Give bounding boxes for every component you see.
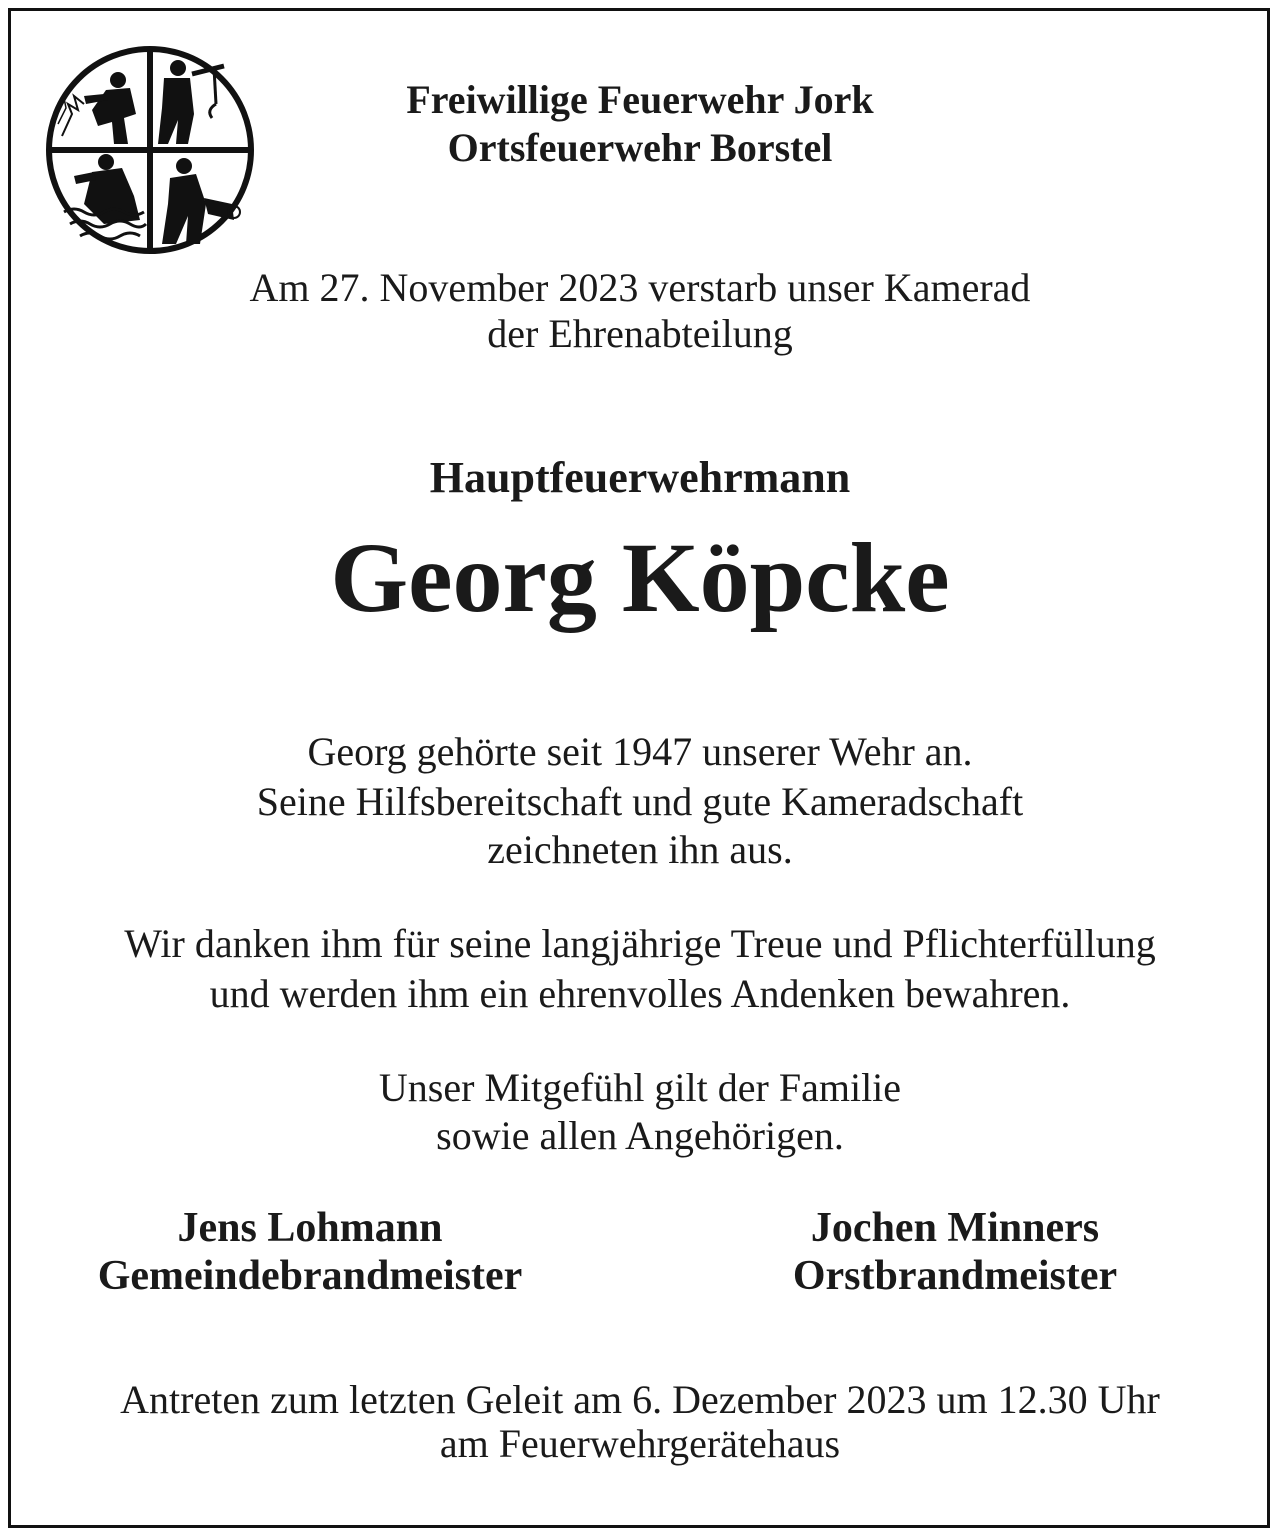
intro-line: Am 27. November 2023 verstarb unser Kamerad — [249, 265, 1031, 310]
funeral-info: Antreten zum letzten Geleit am 6. Dezember 2023 um 12.30 Uhr — [120, 1377, 1160, 1422]
signatory-name: Jochen Minners — [810, 1205, 1100, 1251]
body-line: zeichneten ihn aus. — [487, 827, 793, 872]
signatory-name: Jens Lohmann — [177, 1205, 443, 1251]
body-line: und werden ihm ein ehrenvolles Andenken bewahren. — [209, 971, 1071, 1016]
body-line: sowie allen Angehörigen. — [436, 1113, 844, 1158]
funeral-location: am Feuerwehrgerätehaus — [439, 1421, 841, 1466]
body-line: Unser Mitgefühl gilt der Familie — [378, 1065, 902, 1110]
body-line: Georg gehörte seit 1947 unserer Wehr an. — [307, 729, 973, 774]
body-line: Seine Hilfsbereitschaft und gute Kameradschaft — [256, 779, 1024, 824]
deceased-rank: Hauptfeuerwehrmann — [429, 453, 851, 502]
signatory-title: Gemeindebrandmeister — [97, 1253, 523, 1299]
signature-block-right — [700, 1204, 1210, 1304]
body-line: Wir danken ihm für seine langjährige Treue und Pflichterfüllung — [124, 921, 1156, 966]
organization-subunit: Ortsfeuerwehr Borstel — [447, 125, 833, 170]
organization-name: Freiwillige Feuerwehr Jork — [406, 77, 874, 122]
intro-line: der Ehrenabteilung — [487, 311, 793, 356]
deceased-name: Georg Köpcke — [330, 522, 950, 633]
signature-block-left — [60, 1204, 560, 1304]
signatory-title: Orstbrandmeister — [792, 1253, 1118, 1299]
